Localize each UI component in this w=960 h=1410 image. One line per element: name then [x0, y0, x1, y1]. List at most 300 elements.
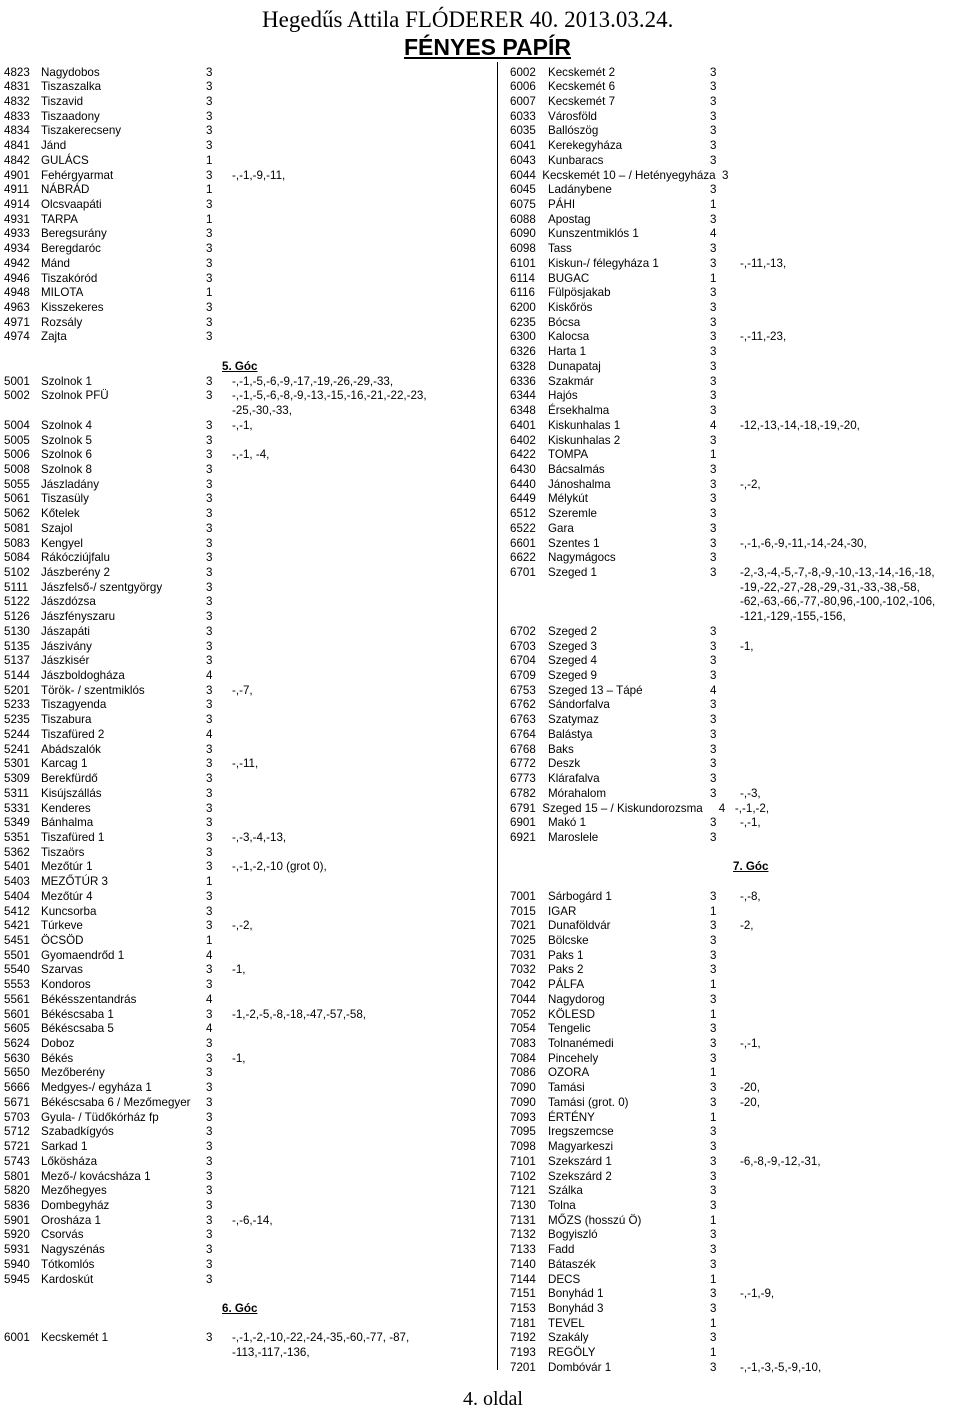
- item-code: 7093: [510, 1110, 536, 1124]
- item-value: 3: [710, 1081, 717, 1095]
- item-value: 3: [710, 816, 717, 830]
- item-value: 3: [206, 1184, 213, 1198]
- item-name: KÖLESD: [548, 1007, 596, 1021]
- item-name: Szeremle: [548, 507, 597, 521]
- item-value: 3: [206, 742, 213, 756]
- item-value: 3: [206, 330, 213, 344]
- item-code: 5351: [4, 830, 30, 844]
- item-value: 3: [710, 183, 717, 197]
- item-notes: -6,-8,-9,-12,-31,: [740, 1154, 821, 1168]
- item-code: 4831: [4, 80, 30, 94]
- item-code: 6348: [510, 404, 536, 418]
- item-value: 3: [206, 698, 213, 712]
- item-code: 5008: [4, 462, 30, 476]
- item-name: Hajós: [548, 389, 578, 403]
- item-code: 5061: [4, 492, 30, 506]
- item-code: 6101: [510, 256, 536, 270]
- item-name: Bonyhád 1: [548, 1287, 604, 1301]
- item-value: 3: [710, 521, 717, 535]
- item-value: 3: [710, 1228, 717, 1242]
- item-name: Pincehely: [548, 1051, 599, 1065]
- item-notes: -,-2,: [232, 919, 253, 933]
- item-code: 5005: [4, 433, 30, 447]
- item-name: Nagydorog: [548, 992, 605, 1006]
- item-value: 3: [710, 330, 717, 344]
- item-name: Kiskunhalas 2: [548, 433, 621, 447]
- item-code: 6043: [510, 153, 536, 167]
- item-value: 3: [206, 271, 213, 285]
- item-code: 5244: [4, 727, 30, 741]
- item-code: 7193: [510, 1346, 536, 1360]
- item-code: 5201: [4, 683, 30, 697]
- item-name: Városföld: [548, 109, 597, 123]
- item-name: Kiskun-/ félegyháza 1: [548, 256, 659, 270]
- item-value: 1: [710, 1007, 717, 1021]
- item-code: 5233: [4, 698, 30, 712]
- item-code: 6762: [510, 698, 536, 712]
- item-name: Beregdaróc: [41, 242, 101, 256]
- item-code: 6116: [510, 286, 535, 300]
- item-code: 6328: [510, 359, 536, 373]
- document-title: FÉNYES PAPÍR: [404, 34, 571, 60]
- item-code: 5940: [4, 1257, 30, 1271]
- item-value: 3: [206, 536, 213, 550]
- item-value: 1: [710, 1316, 717, 1330]
- item-code: 5135: [4, 639, 30, 653]
- item-notes: -,-3,: [740, 786, 761, 800]
- item-code: 6075: [510, 197, 536, 211]
- item-value: 3: [206, 492, 213, 506]
- item-value: 3: [710, 80, 717, 94]
- item-code: 5421: [4, 919, 30, 933]
- item-code: 7032: [510, 963, 536, 977]
- item-name: Olcsvaapáti: [41, 197, 102, 211]
- item-code: 7052: [510, 1007, 536, 1021]
- item-name: Kengyel: [41, 536, 83, 550]
- item-notes: -19,-22,-27,-28,-29,-31,-33,-38,-58,: [740, 580, 920, 594]
- item-value: 1: [206, 286, 213, 300]
- item-code: 4948: [4, 286, 30, 300]
- item-code: 5311: [4, 786, 29, 800]
- item-value: 3: [206, 1051, 213, 1065]
- item-name: Mezőhegyes: [41, 1184, 107, 1198]
- item-name: Tolnanémedi: [548, 1037, 614, 1051]
- item-name: Paks 1: [548, 948, 584, 962]
- item-code: 5331: [4, 801, 30, 815]
- item-value: 3: [710, 94, 717, 108]
- item-name: Harta 1: [548, 345, 587, 359]
- item-name: Kisszekeres: [41, 301, 104, 315]
- item-value: 3: [206, 389, 213, 403]
- item-code: 5362: [4, 845, 30, 859]
- item-code: 6921: [510, 830, 536, 844]
- item-value: 1: [710, 1346, 717, 1360]
- item-code: 5901: [4, 1213, 30, 1227]
- item-code: 5403: [4, 875, 30, 889]
- item-value: 3: [710, 639, 717, 653]
- item-code: 6512: [510, 507, 536, 521]
- item-value: 3: [206, 109, 213, 123]
- item-name: Jászboldogháza: [41, 669, 125, 683]
- item-value: 3: [206, 757, 213, 771]
- item-value: 3: [206, 1169, 213, 1183]
- item-name: Balástya: [548, 727, 593, 741]
- item-value: 3: [206, 786, 213, 800]
- item-code: 4946: [4, 271, 30, 285]
- item-code: 5601: [4, 1007, 30, 1021]
- item-name: Beregsurány: [41, 227, 107, 241]
- item-name: Kalocsa: [548, 330, 590, 344]
- section-heading: 6. Góc: [222, 1301, 258, 1315]
- item-name: Gyula- / Tüdőkórház fp: [41, 1110, 159, 1124]
- item-code: 5137: [4, 654, 30, 668]
- item-code: 5126: [4, 610, 30, 624]
- item-name: Lőkösháza: [41, 1154, 98, 1168]
- item-code: 5301: [4, 757, 30, 771]
- item-name: Tiszafüred 2: [41, 727, 105, 741]
- item-code: 7133: [510, 1243, 536, 1257]
- item-code: 4914: [4, 197, 30, 211]
- item-value: 3: [710, 242, 717, 256]
- item-notes: -25,-30,-33,: [232, 404, 292, 418]
- item-value: 3: [710, 109, 717, 123]
- item-name: Tiszafüred 1: [41, 830, 105, 844]
- item-name: Szekszárd 2: [548, 1169, 612, 1183]
- item-value: 3: [710, 565, 717, 579]
- item-value: 3: [710, 1184, 717, 1198]
- item-value: 3: [710, 713, 717, 727]
- item-code: 5130: [4, 624, 30, 638]
- item-code: 6326: [510, 345, 536, 359]
- item-code: 5055: [4, 477, 30, 491]
- item-value: 3: [710, 1287, 717, 1301]
- item-code: 5004: [4, 418, 30, 432]
- item-value: 3: [206, 1125, 213, 1139]
- item-name: Magyarkeszi: [548, 1140, 614, 1154]
- item-code: 6449: [510, 492, 536, 506]
- item-code: 7090: [510, 1095, 536, 1109]
- item-code: 6006: [510, 80, 536, 94]
- item-code: 4832: [4, 94, 30, 108]
- item-name: Jászladány: [41, 477, 100, 491]
- item-code: 6402: [510, 433, 536, 447]
- item-value: 3: [710, 1022, 717, 1036]
- item-code: 7054: [510, 1022, 536, 1036]
- list-item: 6044 Kecskemét 10 – / Hetényegyháza 3: [510, 168, 729, 182]
- section-heading: 5. Góc: [222, 359, 258, 373]
- item-notes: -20,: [740, 1081, 760, 1095]
- item-name: Dunapataj: [548, 359, 601, 373]
- item-code: 5561: [4, 992, 30, 1006]
- item-name: Bócsa: [548, 315, 581, 329]
- item-value: 3: [710, 65, 717, 79]
- item-notes: -12,-13,-14,-18,-19,-20,: [740, 418, 860, 432]
- item-code: 6035: [510, 124, 536, 138]
- item-value: 3: [710, 507, 717, 521]
- item-code: 5540: [4, 963, 30, 977]
- item-value: 3: [710, 1095, 717, 1109]
- item-value: 3: [206, 1081, 213, 1095]
- item-value: 3: [710, 669, 717, 683]
- item-value: 3: [206, 1243, 213, 1257]
- item-value: 3: [710, 1140, 717, 1154]
- item-value: 3: [710, 301, 717, 315]
- item-value: 3: [206, 551, 213, 565]
- item-code: 5703: [4, 1110, 30, 1124]
- item-name: Bogyiszló: [548, 1228, 598, 1242]
- item-name: Fülpösjakab: [548, 286, 611, 300]
- item-code: 5451: [4, 933, 30, 947]
- item-name: Szakály: [548, 1331, 589, 1345]
- item-notes: -,-3,-4,-13,: [232, 830, 287, 844]
- item-value: 3: [206, 1228, 213, 1242]
- item-code: 6098: [510, 242, 536, 256]
- item-code: 6763: [510, 713, 536, 727]
- item-value: 3: [710, 919, 717, 933]
- item-name: Nagyszénás: [41, 1243, 105, 1257]
- item-code: 7201: [510, 1360, 536, 1374]
- item-code: 7090: [510, 1081, 536, 1095]
- item-name: Szolnok 8: [41, 462, 92, 476]
- item-value: 3: [206, 124, 213, 138]
- item-name: Jászfényszaru: [41, 610, 116, 624]
- item-value: 3: [710, 963, 717, 977]
- item-notes: -,-1,-2,-10,-22,-24,-35,-60,-77, -87,: [232, 1331, 410, 1345]
- item-code: 7001: [510, 889, 536, 903]
- item-name: Dombóvár 1: [548, 1360, 612, 1374]
- item-value: 3: [710, 1301, 717, 1315]
- item-name: Kardoskút: [41, 1272, 94, 1286]
- item-code: 7021: [510, 919, 536, 933]
- item-code: 5666: [4, 1081, 30, 1095]
- item-code: 4823: [4, 65, 30, 79]
- item-value: 3: [710, 933, 717, 947]
- item-code: 7086: [510, 1066, 536, 1080]
- item-value: 3: [206, 521, 213, 535]
- item-name: PÁLFA: [548, 978, 585, 992]
- item-value: 3: [206, 1110, 213, 1124]
- item-name: Szolnok 1: [41, 374, 92, 388]
- item-name: Tiszavid: [41, 94, 84, 108]
- item-value: 3: [710, 624, 717, 638]
- item-value: 3: [206, 1257, 213, 1271]
- item-value: 3: [206, 816, 213, 830]
- item-code: 7132: [510, 1228, 536, 1242]
- item-code: 5001: [4, 374, 30, 388]
- item-code: 6773: [510, 772, 536, 786]
- item-code: 6622: [510, 551, 536, 565]
- item-name: TOMPA: [548, 448, 589, 462]
- item-value: 4: [710, 418, 717, 432]
- item-value: 3: [206, 139, 213, 153]
- item-name: Szeged 9: [548, 669, 597, 683]
- item-value: 3: [206, 713, 213, 727]
- item-value: 3: [710, 1243, 717, 1257]
- item-name: Kecskemét 7: [548, 94, 616, 108]
- item-code: 7144: [510, 1272, 536, 1286]
- item-code: 4933: [4, 227, 30, 241]
- item-code: 7102: [510, 1169, 536, 1183]
- item-value: 1: [206, 933, 213, 947]
- item-code: 6033: [510, 109, 536, 123]
- item-code: 5801: [4, 1169, 30, 1183]
- item-code: 7083: [510, 1037, 536, 1051]
- item-name: Makó 1: [548, 816, 587, 830]
- item-notes: -62,-63,-66,-77,-80,96,-100,-102,-106,: [740, 595, 936, 609]
- item-name: Szakmár: [548, 374, 594, 388]
- item-name: Békés: [41, 1051, 74, 1065]
- item-value: 3: [206, 168, 213, 182]
- header-author-date: Hegedűs Attila FLÓDERER 40. 2013.03.24.: [262, 7, 674, 32]
- item-code: 7098: [510, 1140, 536, 1154]
- item-notes: -20,: [740, 1095, 760, 1109]
- item-value: 1: [710, 1213, 717, 1227]
- item-code: 5712: [4, 1125, 30, 1139]
- item-value: 3: [710, 404, 717, 418]
- item-name: Kecskemét 6: [548, 80, 616, 94]
- item-value: 3: [710, 124, 717, 138]
- item-code: 6200: [510, 301, 536, 315]
- item-value: 3: [710, 830, 717, 844]
- item-value: 3: [710, 948, 717, 962]
- item-value: 3: [710, 536, 717, 550]
- item-value: 4: [206, 669, 213, 683]
- item-name: Jászberény 2: [41, 565, 110, 579]
- item-value: 3: [206, 1037, 213, 1051]
- item-value: 3: [206, 772, 213, 786]
- item-code: 6001: [4, 1331, 30, 1345]
- item-name: IGAR: [548, 904, 577, 918]
- item-value: 3: [206, 963, 213, 977]
- item-name: Szatymaz: [548, 713, 599, 727]
- item-notes: -,-1, -4,: [232, 448, 270, 462]
- item-code: 5630: [4, 1051, 30, 1065]
- item-value: 3: [710, 1169, 717, 1183]
- item-name: TARPA: [41, 212, 78, 226]
- item-code: 6440: [510, 477, 536, 491]
- item-name: Mezőtúr 4: [41, 889, 93, 903]
- item-value: 3: [206, 565, 213, 579]
- item-value: 1: [206, 875, 213, 889]
- item-notes: -,-1,: [740, 1037, 761, 1051]
- item-name: Kiskőrös: [548, 301, 593, 315]
- item-code: 7181: [510, 1316, 536, 1330]
- item-code: 5605: [4, 1022, 30, 1036]
- item-value: 4: [206, 948, 213, 962]
- item-value: 3: [206, 433, 213, 447]
- item-value: 3: [206, 227, 213, 241]
- item-name: Tótkomlós: [41, 1257, 95, 1271]
- item-name: Paks 2: [548, 963, 584, 977]
- item-name: Tolna: [548, 1198, 576, 1212]
- item-name: Mezőtúr 1: [41, 860, 93, 874]
- item-value: 3: [710, 1257, 717, 1271]
- item-notes: -2,-3,-4,-5,-7,-8,-9,-10,-13,-14,-16,-18,: [740, 565, 935, 579]
- item-name: Zajta: [41, 330, 67, 344]
- item-code: 6422: [510, 448, 536, 462]
- item-value: 3: [206, 315, 213, 329]
- item-value: 3: [710, 389, 717, 403]
- item-code: 4934: [4, 242, 30, 256]
- item-value: 1: [710, 271, 717, 285]
- item-code: 6768: [510, 742, 536, 756]
- item-notes: -,-6,-14,: [232, 1213, 273, 1227]
- item-name: Szeged 1: [548, 565, 597, 579]
- item-code: 5006: [4, 448, 30, 462]
- item-name: Ballószög: [548, 124, 599, 138]
- list-item: 6791 Szeged 15 – / Kiskundorozsma 4 -,-1,-2,: [510, 801, 770, 815]
- item-name: Jánoshalma: [548, 477, 611, 491]
- item-name: Deszk: [548, 757, 581, 771]
- item-code: 4931: [4, 212, 30, 226]
- item-value: 4: [206, 1022, 213, 1036]
- item-value: 3: [710, 1037, 717, 1051]
- item-code: 4901: [4, 168, 30, 182]
- item-value: 3: [710, 786, 717, 800]
- item-value: 3: [206, 904, 213, 918]
- item-value: 3: [206, 448, 213, 462]
- item-name: Tiszagyenda: [41, 698, 107, 712]
- item-value: 3: [710, 433, 717, 447]
- item-code: 6336: [510, 374, 536, 388]
- item-name: Kecskemét 2: [548, 65, 616, 79]
- item-code: 5624: [4, 1037, 30, 1051]
- item-value: 3: [206, 1272, 213, 1286]
- item-name: Doboz: [41, 1037, 75, 1051]
- item-code: 6702: [510, 624, 536, 638]
- item-notes: -,-1,: [740, 816, 761, 830]
- item-name: Baks: [548, 742, 574, 756]
- item-value: 3: [710, 1198, 717, 1212]
- item-code: 6401: [510, 418, 536, 432]
- item-value: 3: [206, 654, 213, 668]
- item-code: 5404: [4, 889, 30, 903]
- item-code: 5235: [4, 713, 30, 727]
- item-name: Berekfürdő: [41, 772, 98, 786]
- item-code: 4834: [4, 124, 30, 138]
- item-name: Túrkeve: [41, 919, 83, 933]
- item-name: Sándorfalva: [548, 698, 610, 712]
- item-code: 4974: [4, 330, 30, 344]
- item-value: 3: [710, 345, 717, 359]
- item-name: Mánd: [41, 256, 71, 270]
- item-value: 1: [206, 153, 213, 167]
- item-name: Orosháza 1: [41, 1213, 101, 1227]
- item-code: 6701: [510, 565, 536, 579]
- item-code: 6703: [510, 639, 536, 653]
- item-code: 6235: [510, 315, 536, 329]
- item-name: Nagydobos: [41, 65, 100, 79]
- item-value: 3: [710, 359, 717, 373]
- item-value: 3: [710, 654, 717, 668]
- item-value: 3: [206, 507, 213, 521]
- item-value: 3: [710, 1154, 717, 1168]
- item-value: 3: [710, 286, 717, 300]
- item-code: 5111: [4, 580, 29, 594]
- item-value: 3: [206, 1007, 213, 1021]
- item-name: Fadd: [548, 1243, 575, 1257]
- item-name: Tiszakerecseny: [41, 124, 122, 138]
- item-name: REGÖLY: [548, 1346, 596, 1360]
- item-value: 3: [206, 639, 213, 653]
- item-name: Kecskemét 1: [41, 1331, 109, 1345]
- item-name: Mezőberény: [41, 1066, 105, 1080]
- item-value: 1: [710, 1066, 717, 1080]
- item-name: Szolnok 4: [41, 418, 92, 432]
- item-name: Kondoros: [41, 978, 91, 992]
- item-code: 6088: [510, 212, 536, 226]
- item-name: Békéscsaba 1: [41, 1007, 114, 1021]
